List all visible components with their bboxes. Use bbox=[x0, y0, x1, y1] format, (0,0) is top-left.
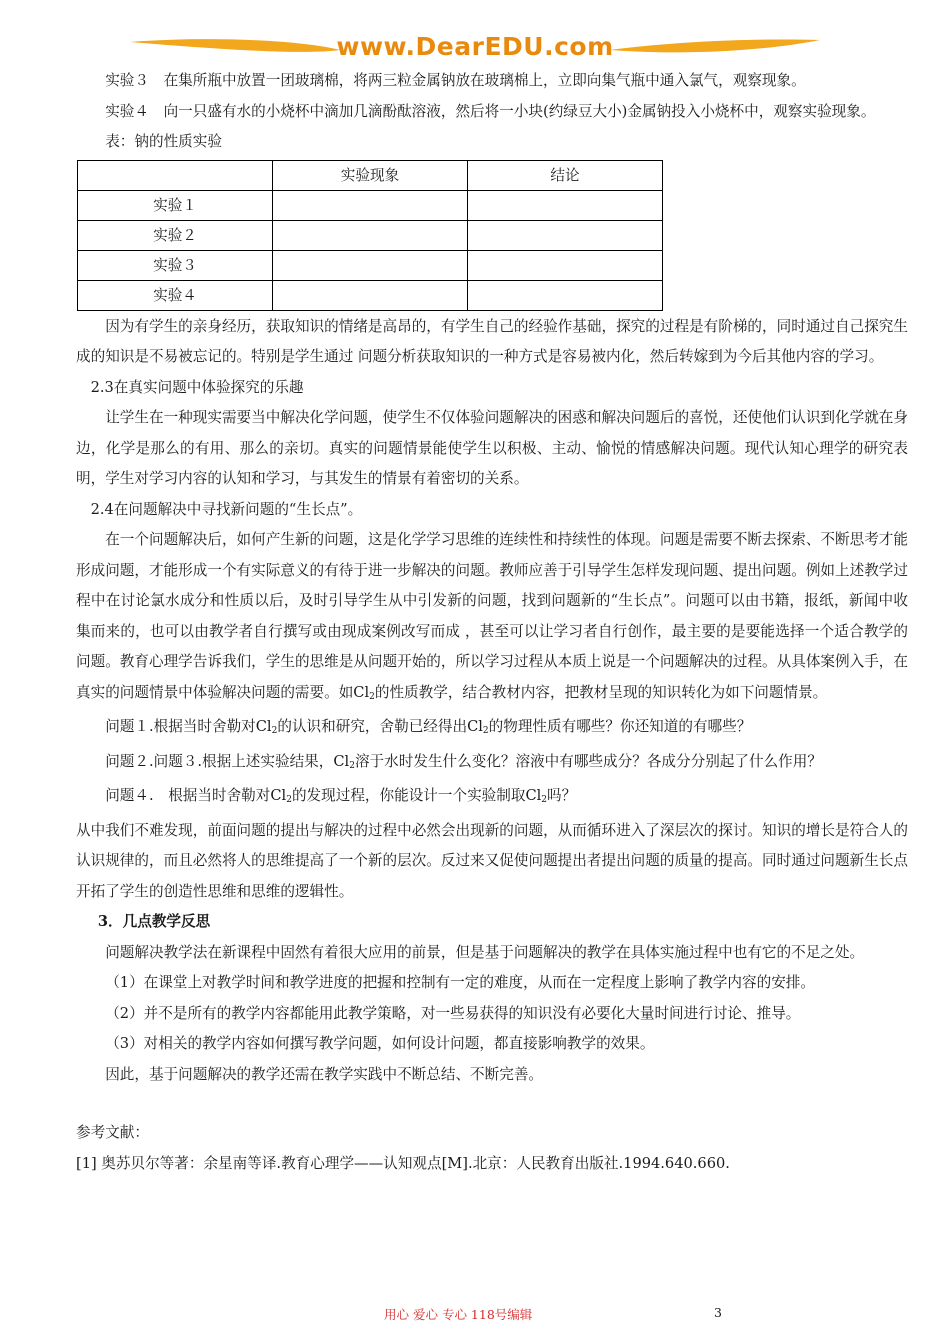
table-cell bbox=[468, 280, 663, 310]
text-run: 的发现过程，你能设计一个实验制取Cl bbox=[291, 787, 542, 804]
question-4 bbox=[76, 781, 908, 816]
paragraph-after-questions: 从中我们不难发现，前面问题的提出与解决的过程中必然会出现新的问题，从而循环进入了深层次的探讨。知识的增长是符合人的认识规律的，而且必然将人的思维提高了一个新的层次。反过来又促使问题提出者提出问题的质量的提高。同时通过问题新生长点开拓了学生的创造性思维和思维的逻辑性。 bbox=[76, 821, 908, 900]
section-2-4-body bbox=[76, 525, 908, 712]
section-2-4-title: 2.4在问题解决中寻找新问题的“生长点”。 bbox=[90, 500, 363, 518]
question-2-3 bbox=[76, 747, 908, 782]
section-3-conclusion: 因此，基于问题解决的教学还需在教学实践中不断总结、不断完善。 bbox=[105, 1065, 544, 1083]
text-run: 问题４. 根据当时舍勒对Cl bbox=[105, 787, 287, 804]
subscript: 2 bbox=[286, 795, 292, 805]
subscript: 2 bbox=[482, 726, 489, 736]
page-footer bbox=[0, 1305, 950, 1325]
references-title: 参考文献： bbox=[76, 1124, 149, 1141]
experiment-4: 实验４ 向一只盛有水的小烧杯中滴加几滴酚酞溶液，然后将一小块(约绿豆大小)金属钠投入小烧杯中，观察实验现象。 bbox=[105, 102, 876, 120]
sodium-property-table bbox=[77, 160, 663, 311]
text-run: 问题２.问题３.根据上述实验结果，Cl bbox=[105, 752, 350, 770]
site-banner bbox=[130, 28, 820, 68]
table-row-label: 实验３ bbox=[78, 250, 273, 280]
reflection-item-2: （2）并不是所有的教学内容都能用此教学策略，对一些易获得的知识没有必要化大量时间进行讨论、推导。 bbox=[105, 1004, 801, 1022]
reference-1: [1] 奥苏贝尔等著：余星南等译.教育心理学——认知观点[M].北京：人民教育出版社.1994.640.660. bbox=[76, 1154, 730, 1172]
document-body bbox=[76, 66, 908, 1179]
text-run: 的认识和研究，舍勒已经得出Cl bbox=[277, 718, 483, 735]
question-1 bbox=[76, 712, 908, 747]
subscript: 2 bbox=[271, 726, 278, 736]
subscript: 2 bbox=[369, 691, 375, 702]
section-2-3-body: 让学生在一种现实需要当中解决化学问题，使学生不仅体验问题解决的困惑和解决问题后的喜悦，还使他们认识到化学就在身边，化学是那么的有用、那么的亲切。真实的问题情景能使学生以积极、主动、愉悦的情感解决问题。现代认知心理学的研究表明，学生对学习内容的认知和学习，与其发生的情景有着密切的关系。 bbox=[76, 409, 908, 487]
table-row bbox=[78, 250, 663, 280]
text-run: 的物理性质有哪些？你还知道的有哪些？ bbox=[488, 718, 752, 735]
table-row bbox=[78, 280, 663, 310]
table-cell bbox=[273, 280, 468, 310]
spacer bbox=[76, 1090, 908, 1118]
table-header-cell: 实验现象 bbox=[273, 160, 468, 190]
page-number: 3 bbox=[714, 1305, 722, 1320]
reflection-item-3: （3）对相关的教学内容如何撰写教学问题，如何设计问题，都直接影响教学的效果。 bbox=[105, 1035, 655, 1052]
section-3-intro: 问题解决教学法在新课程中固然有着很大应用的前景，但是基于问题解决的教学在具体实施过程中也有它的不足之处。 bbox=[105, 943, 865, 961]
text-run: 问题１.根据当时舍勒对Cl bbox=[105, 718, 272, 735]
table-row-label: 实验１ bbox=[78, 190, 273, 220]
table-cell bbox=[468, 250, 663, 280]
table-cell bbox=[273, 190, 468, 220]
table-header-cell bbox=[78, 160, 273, 190]
table-row bbox=[78, 190, 663, 220]
table-row bbox=[78, 220, 663, 250]
table-cell bbox=[273, 220, 468, 250]
table-cell bbox=[273, 250, 468, 280]
text-run: 吗？ bbox=[547, 787, 577, 804]
subscript: 2 bbox=[349, 760, 355, 771]
table-cell bbox=[468, 220, 663, 250]
table-caption: 表：钠的性质实验 bbox=[105, 133, 222, 150]
table-row-label: 实验４ bbox=[78, 280, 273, 310]
table-cell bbox=[468, 190, 663, 220]
reflection-item-1: （1）在课堂上对教学时间和教学进度的把握和控制有一定的难度，从而在一定程度上影响了教学内容的安排。 bbox=[105, 974, 815, 991]
section-3-title: 3．几点教学反思 bbox=[97, 913, 211, 930]
section-2-3-title: 2.3在真实问题中体验探究的乐趣 bbox=[90, 378, 304, 396]
subscript: 2 bbox=[541, 795, 548, 805]
experiment-3: 实验３ 在集所瓶中放置一团玻璃棉，将两三粒金属钠放在玻璃棉上，立即向集气瓶中通入氯气，观察现象。 bbox=[105, 72, 806, 89]
table-header-cell: 结论 bbox=[468, 160, 663, 190]
paragraph-after-table: 因为有学生的亲身经历，获取知识的情绪是高昂的，有学生自己的经验作基础，探究的过程是有阶梯的，同时通过自己探究生成的知识是不易被忘记的。特别是学生通过 问题分析获取知识的一种方式是容易被内化，然后转嫁到为今后其他内容的学习。 bbox=[76, 317, 908, 365]
text-run: 溶于水时发生什么变化？溶液中有哪些成分？各成分分别起了什么作用？ bbox=[354, 752, 822, 770]
table-header-row bbox=[78, 160, 663, 190]
text-run: 的性质教学，结合教材内容，把教材呈现的知识转化为如下问题情景。 bbox=[374, 683, 828, 701]
table-row-label: 实验２ bbox=[78, 220, 273, 250]
site-logo[interactable]: www.DearEDU.com bbox=[336, 32, 614, 61]
footer-editor-note: 用心 爱心 专心 118号编辑 bbox=[384, 1307, 533, 1322]
text-run: 在一个问题解决后，如何产生新的问题，这是化学学习思维的连续性和持续性的体现。问题是需要不断去探索、不断思考才能形成问题，才能形成一个有实际意义的有待于进一步解决的问题。教师应善于引导学生怎样发现问题、提出问题。例如上述教学过程中在讨论氯水成分和性质以后，及时引导学生从中引发新的问题，找到问题新的“生长点”。问题可以由书籍，报纸，新闻中收集而来的，也可以由教学者自行撰写或由现成案例改写而成 ，甚至可以让学习者自行创作，最主要的是要能选择一个适合教学的问题。教育心理学告诉我们，学生的思维是从问题开始的，所以学习过程从本质上说是一个问题解决的过程。从具体案例入手，在真实的问题情景中体验解决问题的需要。如Cl bbox=[76, 531, 908, 701]
